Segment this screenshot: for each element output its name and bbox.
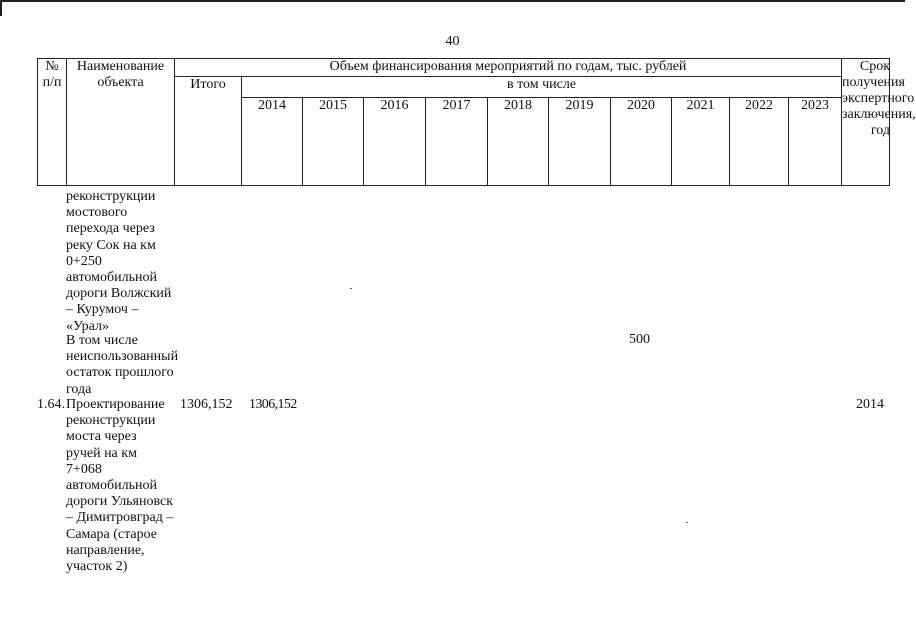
- row-sub-label: В том числе неиспользованный остаток прошлого года: [66, 333, 179, 397]
- header-deadline: Срок получения экспертного заключения, год: [842, 59, 890, 186]
- scan-speck: [350, 288, 352, 289]
- row-name-continuation: реконструкции мостового перехода через реку Сок на км 0+250 автомобильной дороги Волжский – Курумоч – «Урал»: [66, 189, 172, 334]
- header-year: 2019: [549, 98, 611, 186]
- table-header: [37, 58, 916, 186]
- header-year: 2023: [789, 98, 842, 186]
- header-name: Наименование объекта: [67, 59, 175, 186]
- header-total: Итого: [175, 77, 242, 186]
- header-year: 2017: [426, 98, 488, 186]
- header-year: 2021: [672, 98, 730, 186]
- header-year: 2016: [364, 98, 426, 186]
- top-border-line: [0, 0, 905, 2]
- header-financing: Объем финансирования мероприятий по годам, тыс. рублей: [175, 59, 842, 77]
- header-year: 2020: [611, 98, 672, 186]
- scan-speck: [686, 522, 688, 523]
- header-year: 2014: [242, 98, 303, 186]
- header-including: в том числе: [242, 77, 842, 98]
- header-year: 2015: [303, 98, 364, 186]
- row-number: 1.64.: [37, 397, 65, 412]
- row-total: 1306,152: [180, 397, 233, 412]
- header-year: 2018: [488, 98, 549, 186]
- value-2014: 1306,152: [249, 397, 297, 412]
- page-number: 40: [445, 34, 460, 49]
- row-deadline: 2014: [856, 397, 884, 412]
- left-border-line: [0, 0, 2, 16]
- header-year: 2022: [730, 98, 789, 186]
- header-num: № п/п: [38, 59, 67, 186]
- row-name: Проектирование реконструкции моста через ручей на км 7+068 автомобильной дороги Ульяновск – Димитровград – Самара (старое направление, участок 2): [66, 397, 174, 575]
- value-2020: 500: [629, 332, 650, 347]
